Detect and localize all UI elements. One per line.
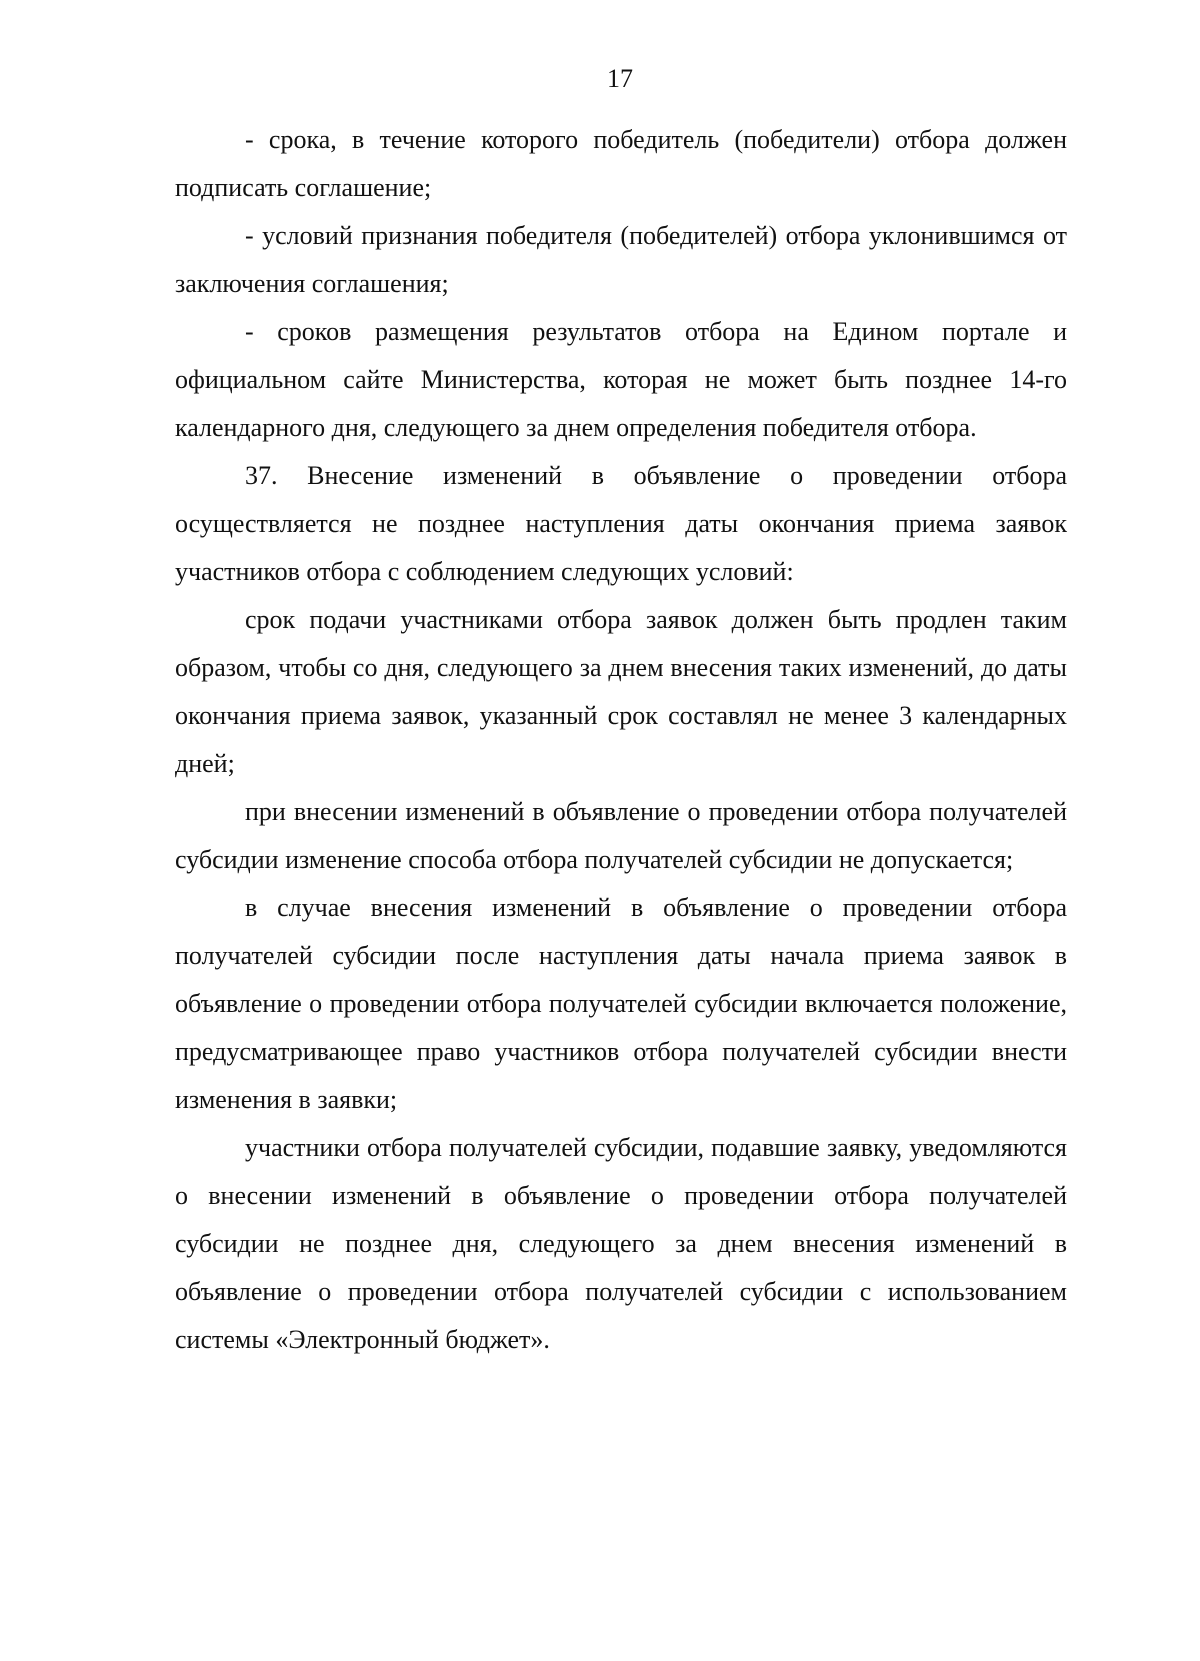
page-number: 17 [607, 64, 633, 93]
paragraph-deadline-extension: срок подачи участниками отбора заявок должен быть продлен таким образом, чтобы со дня, следующего за днем внесения таких изменений, до даты окончания приема заявок, указанный срок составлял не менее 3 календарных дней; [175, 605, 1067, 778]
paragraph-37-amendments: 37. Внесение изменений в объявление о проведении отбора осуществляется не позднее наступления даты окончания приема заявок участников отбора с соблюдением следующих условий: [175, 461, 1067, 586]
paragraph-method-unchanged: при внесении изменений в объявление о проведении отбора получателей субсидии изменение способа отбора получателей субсидии не допускается; [175, 797, 1067, 874]
paragraph-results-publication: - сроков размещения результатов отбора на Едином портале и официальном сайте Министерства, которая не может быть позднее 14-го календарного дня, следующего за днем определения победителя отбора. [175, 317, 1067, 442]
paragraph-signing-deadline: - срока, в течение которого победитель (победители) отбора должен подписать соглашение; [175, 125, 1067, 202]
document-body [175, 116, 1067, 1364]
paragraph-notification: участники отбора получателей субсидии, подавшие заявку, уведомляются о внесении изменений в объявление о проведении отбора получателей субсидии не позднее дня, следующего за днем внесения изменений в объявление о проведении отбора получателей субсидии с использованием системы «Электронный бюджет». [175, 1133, 1067, 1354]
paragraph-right-to-amend: в случае внесения изменений в объявление о проведении отбора получателей субсидии после наступления даты начала приема заявок в объявление о проведении отбора получателей субсидии включается положение, предусматривающее право участников отбора получателей субсидии внести изменения в заявки; [175, 893, 1067, 1114]
paragraph-evasion-conditions: - условий признания победителя (победителей) отбора уклонившимся от заключения соглашения; [175, 221, 1067, 298]
